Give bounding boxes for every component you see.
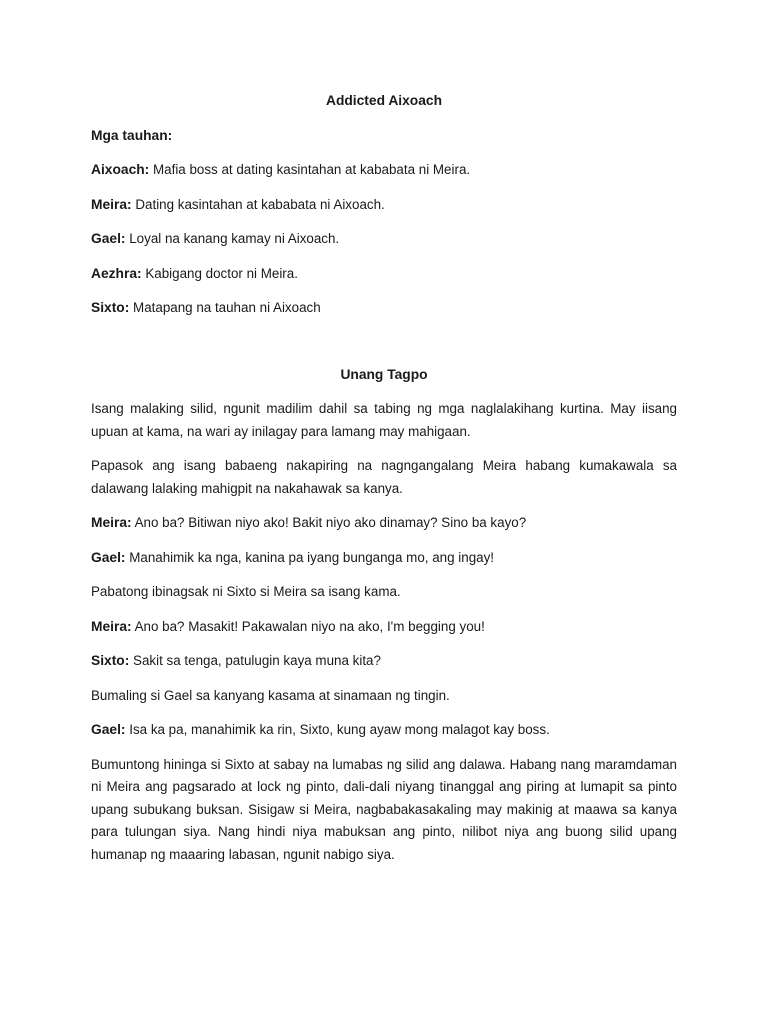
speaker-name: Gael: xyxy=(91,722,126,737)
cast-name: Meira: xyxy=(91,196,132,212)
dialogue-text: Ano ba? Masakit! Pakawalan niyo na ako, I'm begging you! xyxy=(131,618,485,634)
cast-item xyxy=(91,159,677,182)
document-content xyxy=(91,90,677,878)
cast-name: Gael: xyxy=(91,231,126,246)
dialogue-line xyxy=(91,650,677,673)
cast-item xyxy=(91,228,677,251)
dialogue-line xyxy=(91,512,677,535)
document-title: Addicted Aixoach xyxy=(325,93,442,108)
dialogue-line xyxy=(91,616,677,639)
stage-direction: Bumaling si Gael sa kanyang kasama at sinamaan ng tingin. xyxy=(91,687,450,703)
cast-description: Dating kasintahan at kababata ni Aixoach. xyxy=(131,196,385,212)
stage-direction: Papasok ang isang babaeng nakapiring na nagngangalang Meira habang kumakawala sa dalawang lalaking mahigpit na nakahawak sa kanya. xyxy=(91,458,677,496)
cast-item xyxy=(91,194,677,217)
cast-description: Matapang na tauhan ni Aixoach xyxy=(129,300,321,315)
dialogue-line xyxy=(91,547,677,570)
speaker-name: Sixto: xyxy=(91,653,130,668)
cast-item xyxy=(91,297,677,320)
stage-direction: Bumuntong hininga si Sixto at sabay na lumabas ng silid ang dalawa. Habang nang maramdaman ni Meira ang pagsarado at lock ng pinto, dali-dali niyang tinanggal ang piring at lumapit sa pinto upang subukang buksan. Sisigaw si Meira, nagbabakasakaling may makinig at maawa sa kanya para tulungan siya. Nang hindi niya mabuksan ang pinto, nilibot niya ang buong silid upang humanap ng maaaring labasan, ngunit nabigo siya. xyxy=(91,756,677,862)
cast-description: Mafia boss at dating kasintahan at kababata ni Meira. xyxy=(149,162,471,177)
cast-description: Loyal na kanang kamay ni Aixoach. xyxy=(125,231,340,246)
speaker-name: Gael: xyxy=(91,549,126,565)
cast-item xyxy=(91,263,677,286)
dialogue-text: Sakit sa tenga, patulugin kaya muna kita? xyxy=(129,653,381,668)
stage-direction: Pabatong ibinagsak ni Sixto si Meira sa isang kama. xyxy=(91,584,401,599)
scene-title: Unang Tagpo xyxy=(340,366,428,382)
cast-description: Kabigang doctor ni Meira. xyxy=(141,265,298,281)
speaker-name: Meira: xyxy=(91,618,132,634)
dialogue-text: Isa ka pa, manahimik ka rin, Sixto, kung ayaw mong malagot kay boss. xyxy=(125,722,550,737)
cast-name: Aezhra: xyxy=(91,265,142,281)
cast-name: Sixto: xyxy=(91,300,130,315)
dialogue-text: Ano ba? Bitiwan niyo ako! Bakit niyo ako dinamay? Sino ba kayo? xyxy=(131,515,527,530)
dialogue-line xyxy=(91,719,677,742)
stage-direction: Isang malaking silid, ngunit madilim dahil sa tabing ng mga naglalakihang kurtina. May iisang upuan at kama, na wari ay inilagay para lamang may mahigaan. xyxy=(91,401,677,439)
cast-heading: Mga tauhan: xyxy=(91,127,173,143)
dialogue-text: Manahimik ka nga, kanina pa iyang bunganga mo, ang ingay! xyxy=(125,549,495,565)
speaker-name: Meira: xyxy=(91,515,132,530)
cast-name: Aixoach: xyxy=(91,162,150,177)
